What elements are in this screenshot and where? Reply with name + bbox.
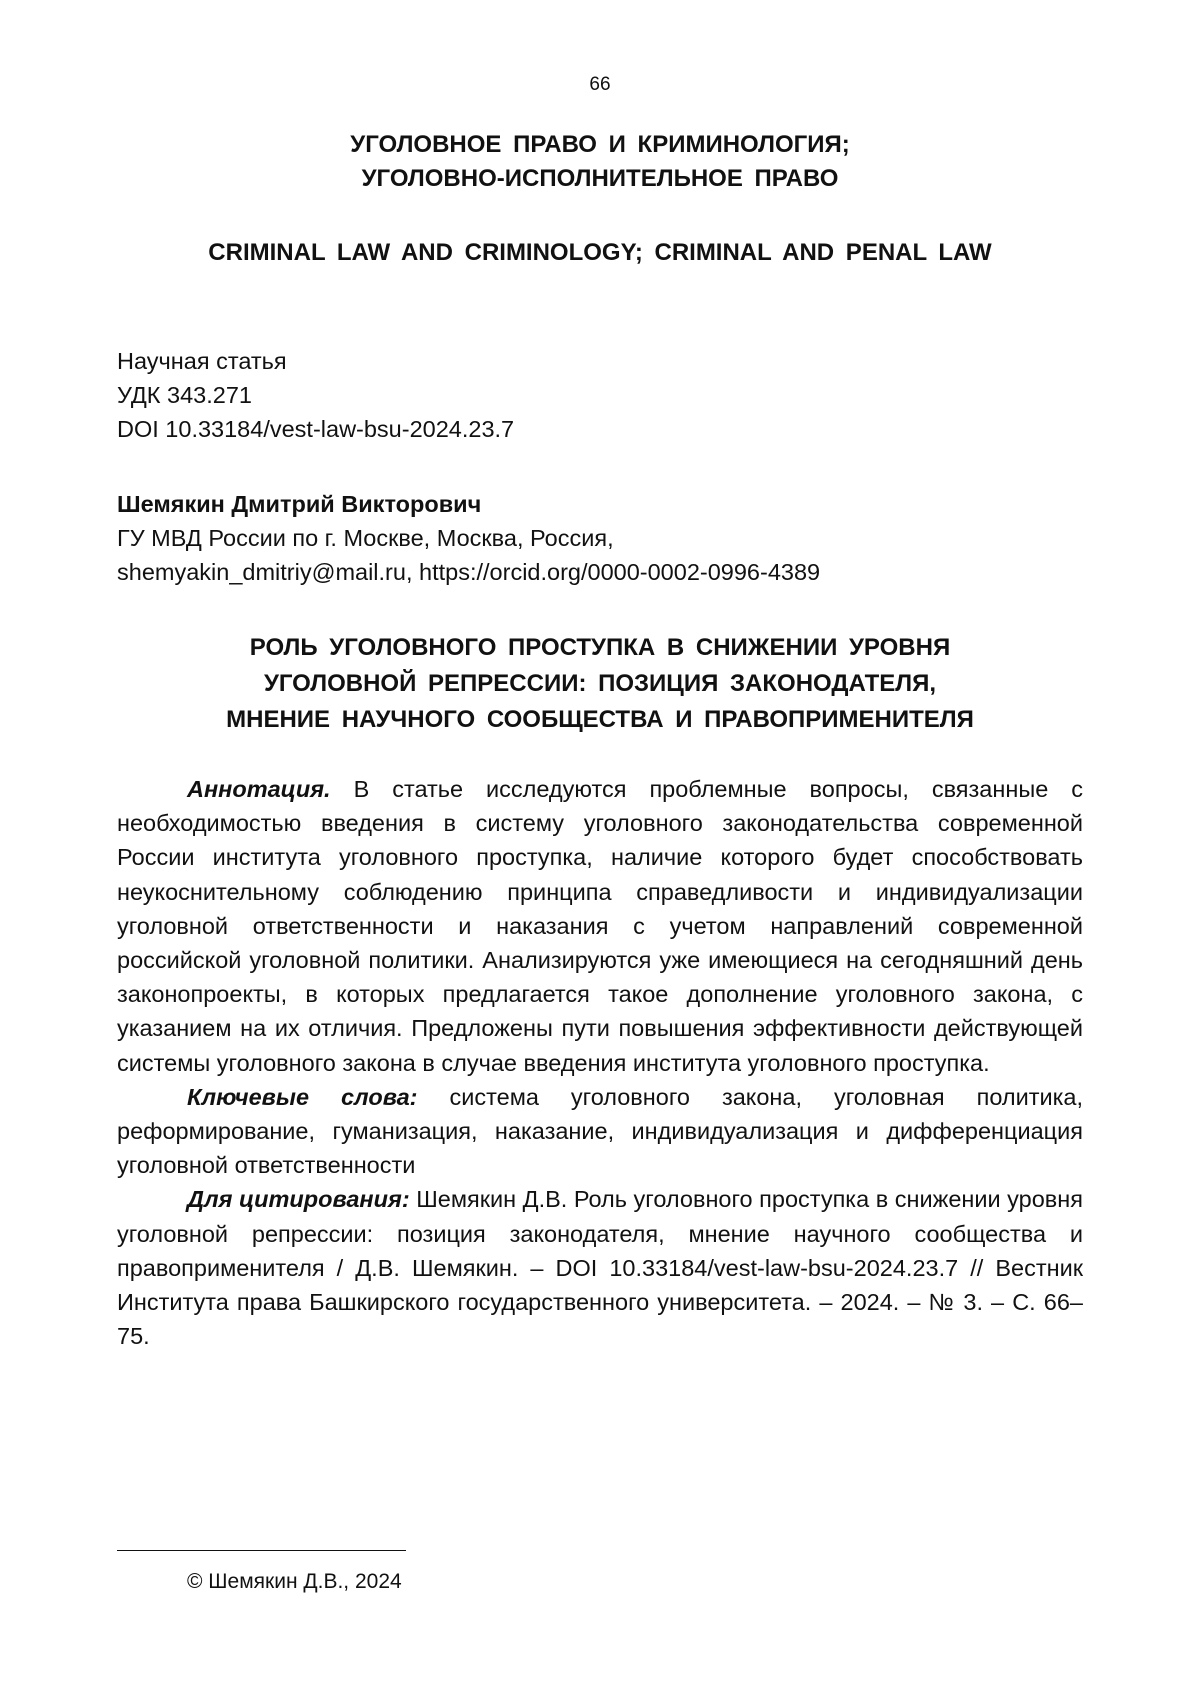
citation-text: Шемякин Д.В. Роль уголовного проступка в снижении уровня уголовной репрессии: позиция законодателя, мнение научного сообщества и правоприменителя / Д.В. Шемякин. – DOI 10.33184/vest-law-bsu-2024.23.7 // Вестник Института права Башкирского государственного университета. – 2024. – № 3. – С. 66–75. xyxy=(117,1186,1083,1350)
page-number: 66 xyxy=(589,74,611,95)
author-affiliation: ГУ МВД России по г. Москве, Москва, Россия, xyxy=(117,525,614,551)
article-meta xyxy=(117,344,514,446)
author-contacts: shemyakin_dmitriy@mail.ru, https://orcid.org/0000-0002-0996-4389 xyxy=(117,559,821,585)
citation-paragraph xyxy=(117,1182,1083,1353)
abstract-text: В статье исследуются проблемные вопросы, связанные с необходимостью введения в систему уголовного законодательства современной России института уголовного проступка, наличие которого будет способствовать неукоснительному соблюдению принципа справедливости и индивидуализации уголовной ответственности и наказания с учетом направлений современной российской уголовной политики. Анализируются уже имеющиеся на сегодняшний день законопроекты, в которых предлагается такое дополнение уголовного закона, с указанием на их отличия. Предложены пути повышения эффективности действующей системы уголовного закона в случае введения института уголовного проступка. xyxy=(117,776,1084,1076)
udc-code: УДК 343.271 xyxy=(117,382,252,408)
section-heading-ru-line1: УГОЛОВНОЕ ПРАВО И КРИМИНОЛОГИЯ; xyxy=(350,131,850,158)
article-title-line1: РОЛЬ УГОЛОВНОГО ПРОСТУПКА В СНИЖЕНИИ УРОВНЯ xyxy=(249,634,951,661)
copyright-note: © Шемякин Д.В., 2024 xyxy=(187,1570,402,1593)
keywords-text: система уголовного закона, уголовная политика, реформирование, гуманизация, наказание, индивидуализация и дифференциация уголовной ответственности xyxy=(117,1083,1084,1179)
author-name: Шемякин Дмитрий Викторович xyxy=(117,491,482,517)
abstract-label: Аннотация. xyxy=(187,776,331,802)
citation-label: Для цитирования: xyxy=(187,1186,410,1213)
article-title xyxy=(0,630,1200,738)
footnote-divider xyxy=(117,1550,406,1551)
article-title-line2: УГОЛОВНОЙ РЕПРЕССИИ: ПОЗИЦИЯ ЗАКОНОДАТЕЛЯ, xyxy=(263,670,937,697)
section-heading-en: CRIMINAL LAW AND CRIMINOLOGY; CRIMINAL AND PENAL LAW xyxy=(208,239,992,266)
article-abstract-section xyxy=(117,772,1083,1353)
abstract-paragraph xyxy=(117,772,1083,1080)
doi: DOI 10.33184/vest-law-bsu-2024.23.7 xyxy=(117,416,515,442)
section-heading-ru-line2: УГОЛОВНО-ИСПОЛНИТЕЛЬНОЕ ПРАВО xyxy=(361,165,839,192)
article-type: Научная статья xyxy=(117,348,287,374)
author-block xyxy=(117,487,820,589)
keywords-label: Ключевые слова: xyxy=(187,1083,418,1110)
article-title-line3: МНЕНИЕ НАУЧНОГО СООБЩЕСТВА И ПРАВОПРИМЕНИТЕЛЯ xyxy=(226,706,974,733)
keywords-paragraph xyxy=(117,1080,1083,1183)
section-heading-ru xyxy=(0,128,1200,196)
